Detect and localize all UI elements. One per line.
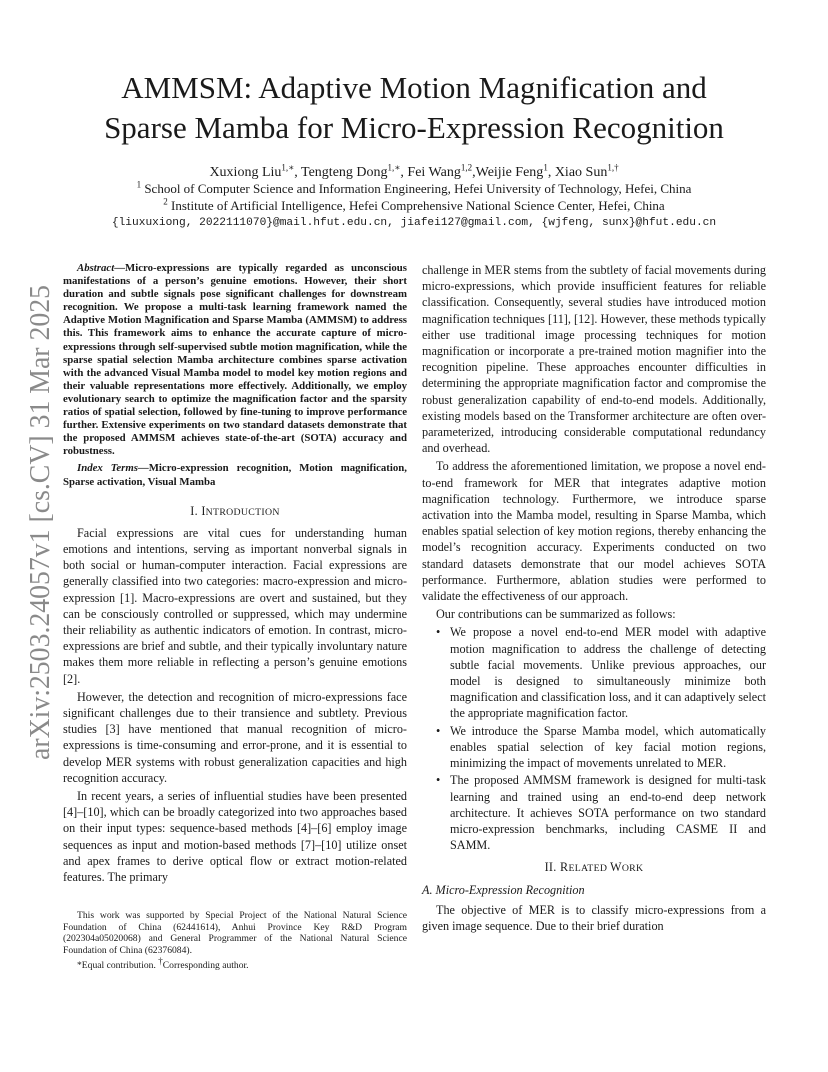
paper-title [60,68,768,148]
author-sup: 1,2 [460,162,473,173]
author-separator: , [472,165,476,180]
list-item-text: The proposed AMMSM framework is designed for multi-task learning and trained using an end-to-end deep network architecture. It achieves SOTA performance on two standard micro-expression benchmarks, including CASME II and SAMM. [450,773,766,853]
list-item-text: We propose a novel end-to-end MER model with adaptive motion magnification to address the challenge of detecting subtle facial movements. Unlike previous approaches, our model is designed to simultaneously minimize both magnification and classification loss, and it can adaptively select the appropriate magnification factor. [450,625,766,721]
affiliation-1-text: School of Computer Science and Information Engineering, Hefei University of Technology, Hefei, China [141,181,692,196]
section-title-initial: W [610,860,622,875]
list-item-text: We introduce the Sparse Mamba model, which automatically enables spatial selection of key facial motion regions, minimizing the impact of movements unrelated to MER. [450,723,766,771]
author-name: Xiao Sun [554,165,608,180]
author-sup: 1,∗ [281,162,295,173]
author-sup: 1 [543,162,548,173]
affiliation-2-sup: 2 [163,196,168,207]
right-column [422,262,766,936]
arxiv-identifier: arXiv:2503.24057v1 [cs.CV] 31 Mar 2025 [24,285,56,760]
intro-paragraph-3: In recent years, a series of influential studies have been presented [4]–[10], which can be broadly categorized into two approaches based on their input types: sequence-based methods [4]–[6] employ image sequences as input and motion-based methods [7]–[10] utilize onset and apex frames to derive optical flow or extract motion-related features. The primary [63,789,407,885]
bullet-icon: • [436,723,441,738]
abstract-label: Abstract [77,262,115,274]
intro-paragraph-2: However, the detection and recognition of micro-expressions face significant challenges due to their transience and subtlety. Previous studies [3] have mentioned that manual recognition of micro-expressions is time-consuming and error-prone, and it is essential to develop MER systems with robust generalization capacities and high recognition accuracy. [63,689,407,785]
bullet-icon: • [436,625,441,640]
affiliation-2 [60,197,768,214]
abstract [63,262,407,458]
author-separator: , [294,165,302,180]
index-terms [63,462,407,488]
author-emails: {liuxuxiong, 2022111070}@mail.hfut.edu.cn, jiafei127@gmail.com, {wjfeng, sunx}@hfut.edu.cn [111,217,717,229]
subsection-heading: A. Micro-Expression Recognition [422,882,585,897]
section-title-rest: ORK [621,863,644,875]
section-title-initial: R [560,860,569,875]
list-item [422,723,766,772]
author-sup: 1,∗ [387,162,401,173]
affiliation-1 [60,180,768,197]
corresponding-sup: † [158,955,163,966]
contribution-list [422,624,766,853]
index-terms-label: Index Terms [77,462,138,475]
equal-contribution-note: *Equal contribution. [77,959,159,971]
author-name: Xuxiong Liu [209,165,282,180]
arxiv-stamp [16,285,60,760]
contribution-footnote [63,955,407,972]
section-number: II. [544,860,560,875]
section-title-rest: NTRODUCTION [205,506,280,518]
section-title-initial: I [201,503,206,518]
related-work-paragraph-1: The objective of MER is to classify micro-expressions from a given image sequence. Due to their brief duration [422,902,766,933]
footnotes [63,910,407,975]
list-item [422,624,766,721]
author-name: Tengteng Dong [301,165,388,180]
intro-paragraph-5: To address the aforementioned limitation, we propose a novel end-to-end framework for MER that integrates adaptive motion magnification technology. Furthermore, we introduce sparse activation into the Mamba model, resulting in Sparse Mamba, which enables spatial selection of key motion regions, thereby enhancing the model’s recognition accuracy. Experiments conducted on two standard datasets demonstrate that our model achieves SOTA performance. Furthermore, ablation studies were performed to validate the effectiveness of our approach. [422,459,766,604]
intro-paragraph-1: Facial expressions are vital cues for understanding human emotions and intentions, serving as important nonverbal signals in both social or human-computer interaction. Facial expressions are generally classified into two categories: macro-expression and micro-expression [1]. Macro-expressions are overt and sustained, but they can be consciously controlled or suppressed, which may undermine their reliability as authentic indicators of emotion. In contrast, micro-expressions are brief and subtle, and their typically involuntary nature makes them more reliable in reflecting a person’s genuine emotions [2]. [63,525,407,686]
intro-paragraph-6: Our contributions can be summarized as follows: [436,607,676,622]
index-terms-text: —Micro-expression recognition, Motion magnification, Sparse activation, Visual Mamba [63,462,407,488]
author-separator: , [547,165,555,180]
list-item [422,772,766,853]
abstract-text: —Micro-expressions are typically regarded as unconscious manifestations of a person’s genuine emotions. However, their short duration and subtle signals pose significant challenges for downstream recognition. We propose a multi-task learning framework named the Adaptive Motion Magnification and Sparse Mamba (AMMSM) to address this. This framework aims to enhance the accurate capture of micro-expressions through self-supervised subtle motion magnification, while the sparse spatial selection Mamba architecture combines sparse activation with the advanced Visual Mamba model to model key motion regions and their valuable representations more effectively. Additionally, we employ evolutionary search to optimize the magnification factor and the sparsity ratios of spatial selection, followed by fine-tuning to improve performance further. Extensive experiments on two standard datasets demonstrate that the proposed AMMSM achieves state-of-the-art (SOTA) accuracy and robustness. [63,262,407,458]
intro-paragraph-4: challenge in MER stems from the subtlety of facial movements during micro-expressions, which provide insufficient features for reliable classification. Consequently, several studies have introduced motion magnification techniques [11], [12]. However, these methods typically either use traditional image processing techniques for motion magnification or incorporate a pre-trained motion magnifier into the recognition pipeline. These approaches encounter difficulties in determining the appropriate magnification factor and compromise the robust generalization capability of end-to-end models. Additionally, existing models based on the Transformer architecture are often over-parameterized, introducing considerable computational redundancy and overhead. [422,263,766,456]
author-separator: , [400,165,408,180]
author-name: Weijie Feng [475,165,544,180]
bullet-icon: • [436,773,441,788]
title-line-1: AMMSM: Adaptive Motion Magnification and [121,70,707,105]
corresponding-note: Corresponding author. [162,959,249,971]
left-column [63,262,407,887]
section-heading-introduction [63,503,407,521]
author-sup: 1,† [607,162,619,173]
affiliation-1-sup: 1 [136,179,142,190]
section-heading-related-work [422,859,766,877]
section-number: I. [190,503,202,518]
title-line-2: Sparse Mamba for Micro-Expression Recognition [104,110,724,145]
funding-footnote: This work was supported by Special Project of the National Natural Science Foundation of China (62441614), Anhui Province Key R&D Program (202304a05020068) and General Programmer of the National Natural Science Foundation of China (62376084). [63,910,407,957]
section-title-rest: ELATED [568,863,610,875]
affiliation-2-text: Institute of Artificial Intelligence, Hefei Comprehensive National Science Center, Hefei, China [167,198,665,213]
author-name: Fei Wang [407,165,461,180]
